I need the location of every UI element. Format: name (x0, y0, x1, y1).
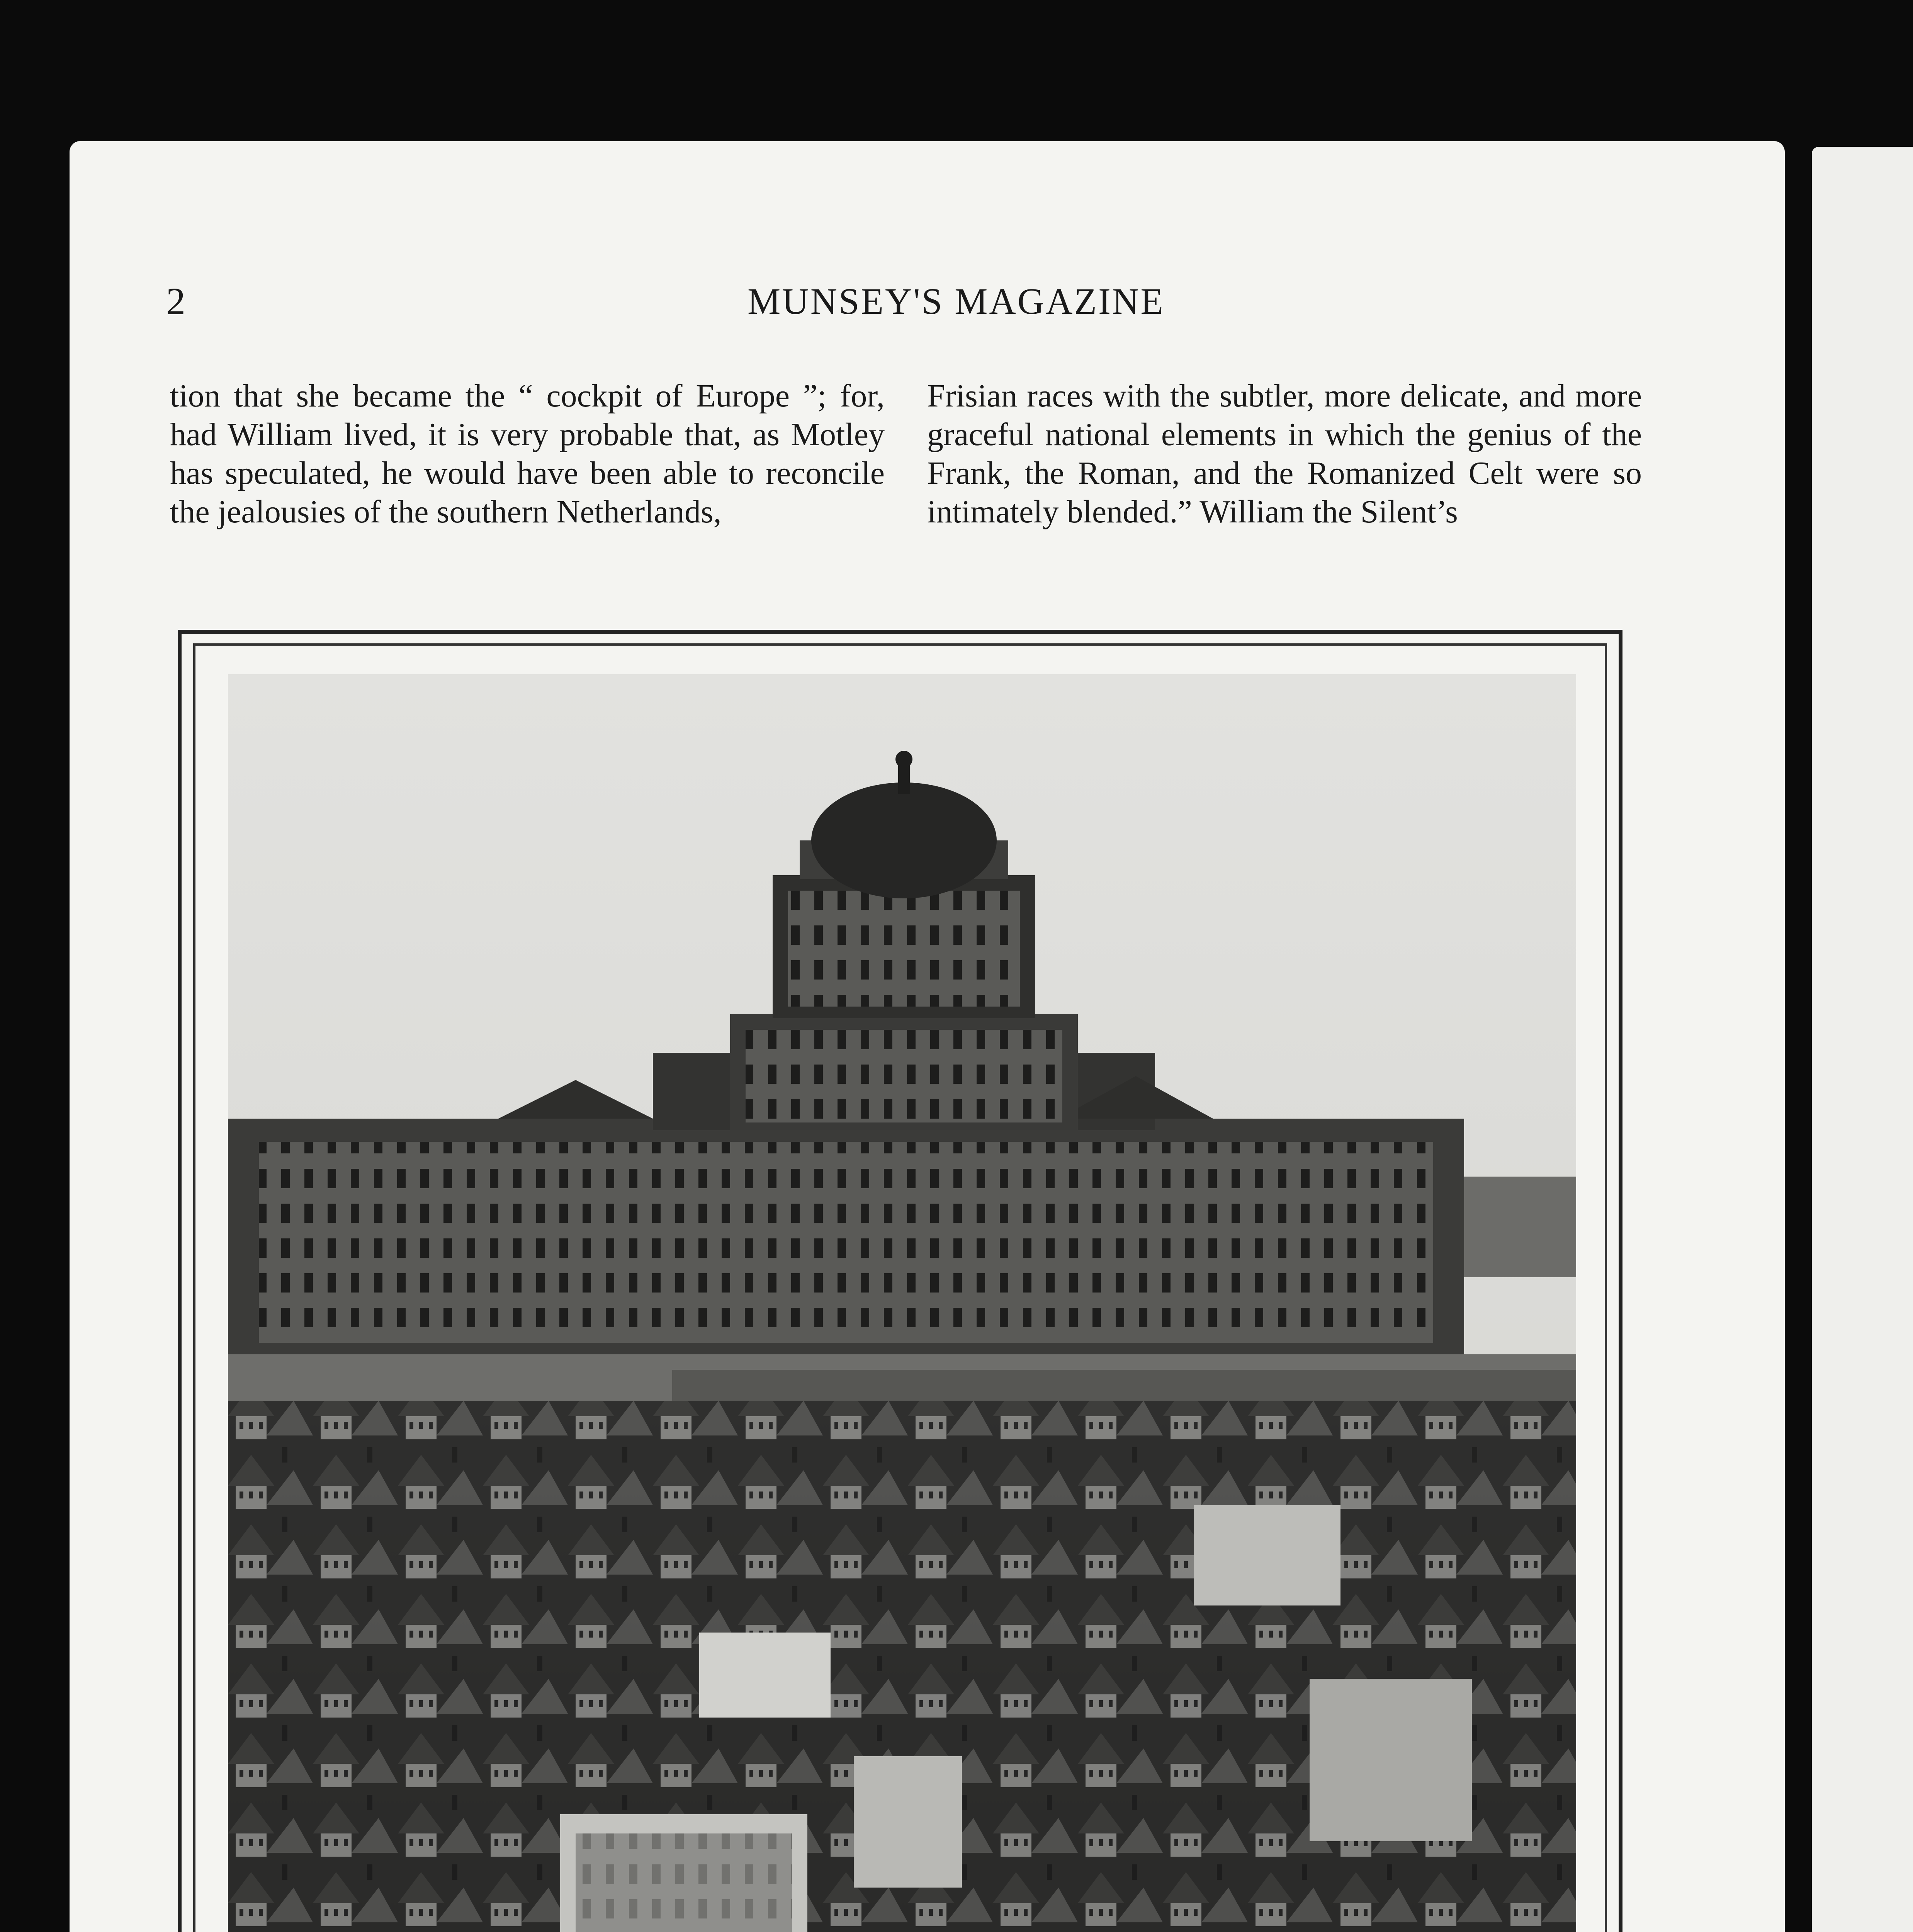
running-head: MUNSEY'S MAGAZINE (748, 281, 1165, 322)
adjacent-page-edge (1812, 147, 1913, 1932)
paragraph: Frisian races with the subtler, more delicate, and more graceful national elements in which the genius of the Frank, the Roman, and the Romanized Celt were so intimately blended.” William the Silent’s (927, 378, 1642, 530)
page-number: 2 (166, 280, 185, 323)
paragraph: tion that she became the “ cockpit of Europe ”; for, had William lived, it is very probable that, as Motley has speculated, he would have been able to reconcile the jealousies of the southern Netherlands, (170, 378, 885, 530)
body-column-top-left (170, 377, 885, 531)
photograph-illustration (228, 674, 1576, 1932)
body-column-top-right (927, 377, 1642, 531)
palais-de-justice-photograph (228, 674, 1576, 1932)
